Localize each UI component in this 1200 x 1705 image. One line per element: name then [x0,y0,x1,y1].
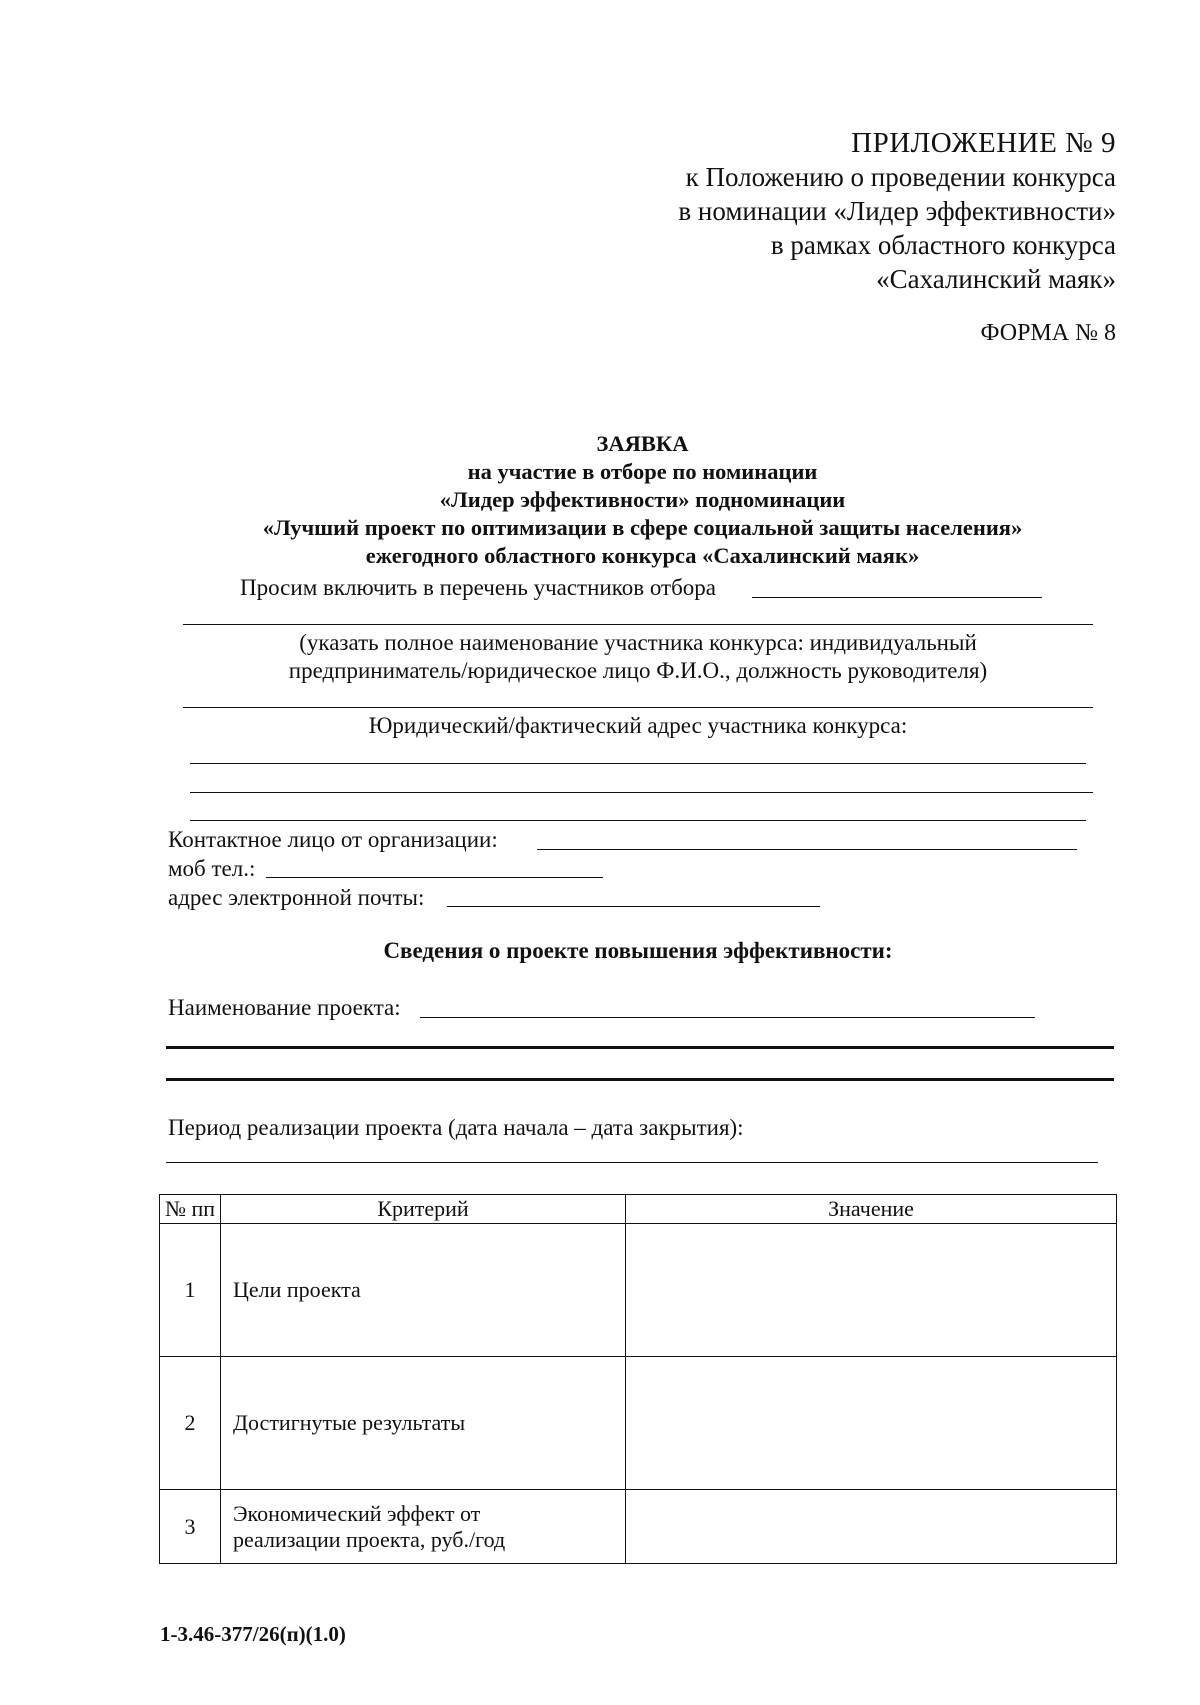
header-number: № пп [160,1195,221,1224]
project-name-field-line-2[interactable] [166,1046,1114,1049]
mobile-label: моб тел.: [168,856,256,881]
appendix-line-4: «Сахалинский маяк» [876,264,1116,294]
participant-extra-line[interactable] [183,707,1093,708]
participant-name-field-line-2[interactable] [183,624,1093,625]
row-value-cell[interactable] [626,1224,1117,1357]
request-text: Просим включить в перечень участников отбора [240,575,717,600]
appendix-header [678,126,1116,296]
email-label: адрес электронной почты: [168,885,425,910]
criteria-table [159,1194,1117,1564]
period-label: Период реализации проекта (дата начала – дата закрытия): [168,1115,744,1140]
appendix-line-3: в рамках областного конкурса [770,230,1116,260]
form-number: ФОРМА № 8 [980,320,1116,346]
project-section-title: Сведения о проекте повышения эффективности: [383,938,893,963]
row-value-cell[interactable] [626,1357,1117,1490]
project-name-field[interactable] [420,1017,1035,1018]
project-name-field-line-3[interactable] [166,1078,1114,1081]
appendix-line-2: в номинации «Лидер эффективности» [678,196,1116,226]
contact-person-field[interactable] [537,849,1077,850]
appendix-line-1: к Положению о проведении конкурса [685,162,1116,192]
row-criterion-line-1: Экономический эффект от [233,1500,481,1526]
table-row [160,1490,1117,1564]
row-criterion [221,1490,626,1564]
appendix-title: ПРИЛОЖЕНИЕ № 9 [851,127,1116,159]
address-field-line-2[interactable] [190,792,1093,793]
table-row [160,1224,1117,1357]
header-criterion: Критерий [221,1195,626,1224]
application-heading [100,430,1185,570]
mobile-field[interactable] [266,877,603,878]
participant-hint-1: (указать полное наименование участника конкурса: индивидуальный [299,630,977,655]
row-number: 3 [160,1490,221,1564]
row-value-cell[interactable] [626,1490,1117,1564]
document-code: 1-3.46-377/26(п)(1.0) [160,1622,346,1646]
header-value: Значение [626,1195,1117,1224]
project-name-label: Наименование проекта: [168,995,401,1020]
heading-line-2: «Лидер эффективности» подноминации [439,487,846,512]
contact-person-label: Контактное лицо от организации: [168,827,498,852]
table-header-row [160,1195,1117,1224]
row-criterion: Достигнутые результаты [221,1357,626,1490]
heading-line-1: на участие в отборе по номинации [467,459,818,484]
email-field[interactable] [447,906,820,907]
table-row [160,1357,1117,1490]
participant-hint-2: предприниматель/юридическое лицо Ф.И.О., должность руководителя) [288,658,988,683]
heading-line-4: ежегодного областного конкурса «Сахалинский маяк» [365,543,920,568]
address-field-line-3[interactable] [190,820,1086,821]
participant-name-field[interactable] [752,597,1042,598]
period-field[interactable] [166,1162,1098,1163]
address-field-line-1[interactable] [190,763,1086,764]
row-number: 2 [160,1357,221,1490]
heading-line-3: «Лучший проект по оптимизации в сфере социальной защиты населения» [262,515,1023,540]
row-criterion-line-2: реализации проекта, руб./год [233,1526,506,1552]
heading-title: ЗАЯВКА [596,431,689,456]
address-label: Юридический/фактический адрес участника конкурса: [368,713,908,738]
row-criterion: Цели проекта [221,1224,626,1357]
row-number: 1 [160,1224,221,1357]
